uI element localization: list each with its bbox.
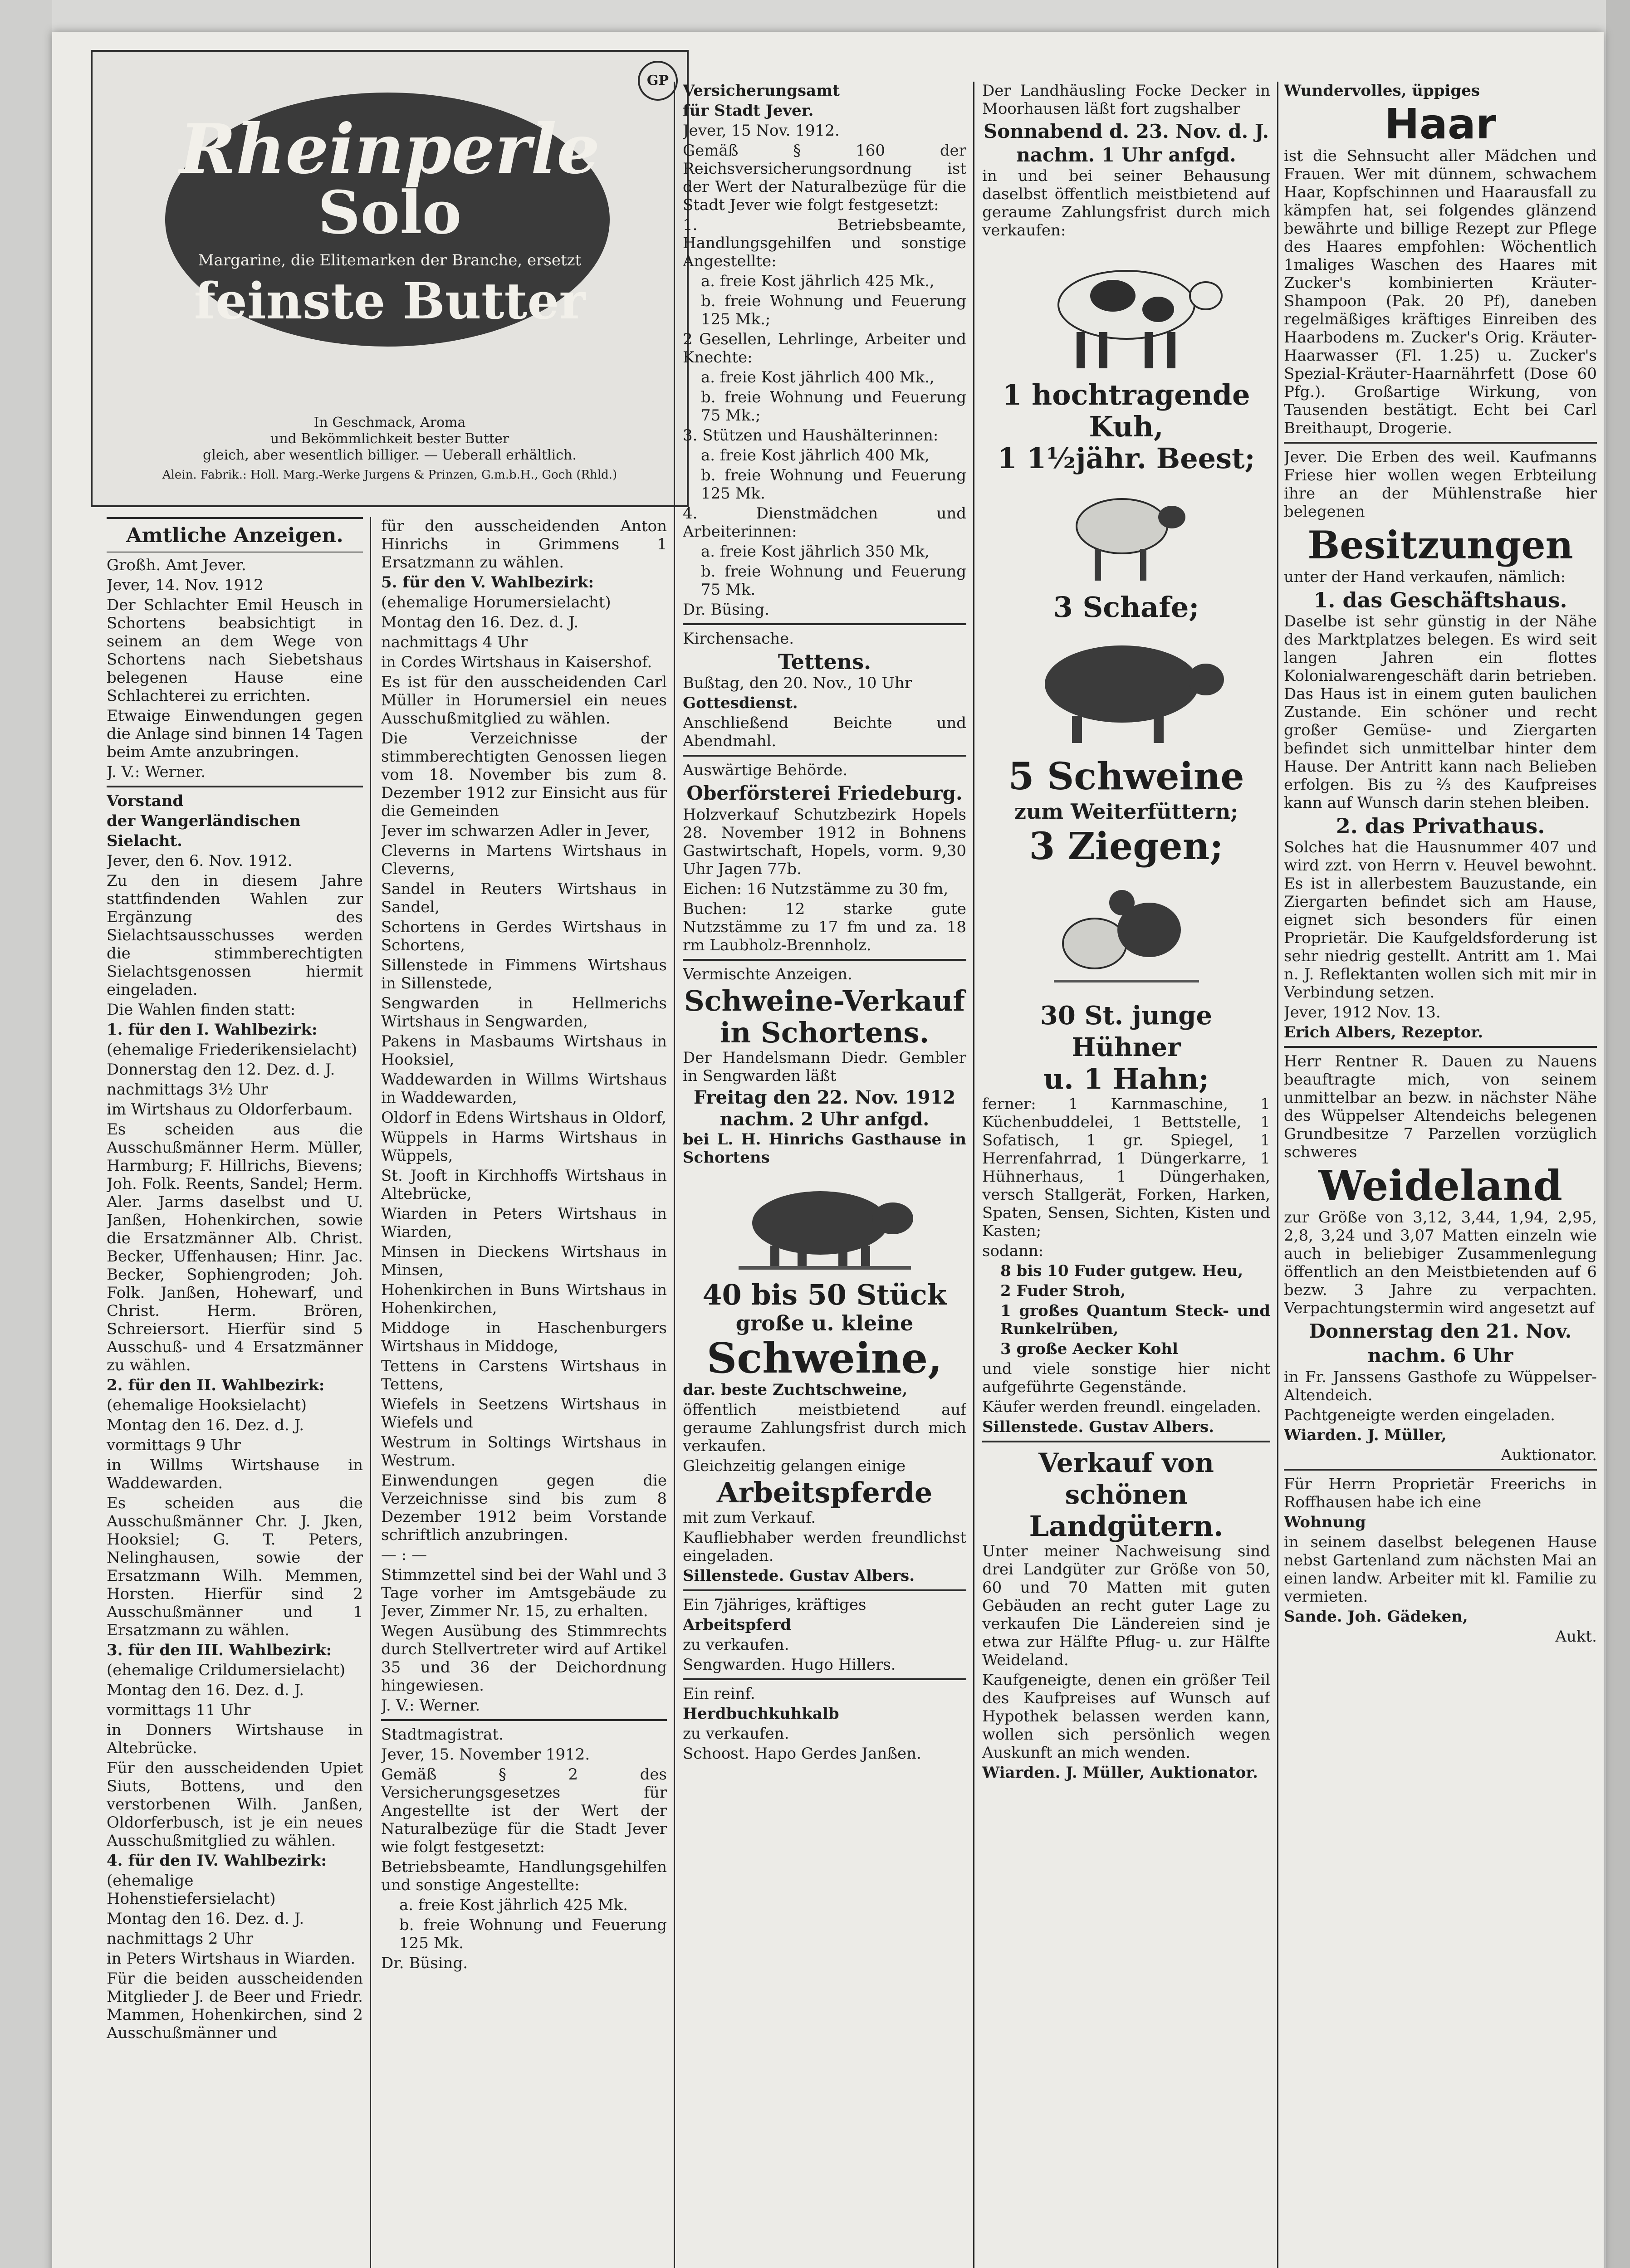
- arbeitspferd-ad-1: Ein 7jähriges, kräftiges: [683, 1596, 866, 1614]
- wirtshaus-list-item: Middoge in Haschenburgers Wirtshaus in Middoge,: [381, 1319, 667, 1355]
- column-5: [1284, 82, 1597, 2268]
- sielacht-head3: Sielacht.: [107, 832, 183, 850]
- arbeitspferde-title: Arbeitspferde: [716, 1476, 933, 1509]
- column-2: [381, 517, 667, 2268]
- verzeichnisse-text: Die Verzeichnisse der stimmberechtigten Genossen liegen vom 18. November bis zum 8. Dezember 1912 zur Einsicht aus für die Gemeinden: [381, 729, 667, 820]
- zuchtschweine: dar. beste Zuchtschweine,: [683, 1381, 908, 1399]
- stadtmagistrat-b: b. freie Wohnung und Feuerung 125 Mk.: [399, 1916, 667, 1952]
- rheinperle-line4: Alein. Fabrik.: Holl. Marg.-Werke Jurgens & Prinzen, G.m.b.H., Goch (Rhld.): [162, 468, 617, 482]
- schweine-verkauf-date: Freitag den 22. Nov. 1912: [693, 1087, 956, 1108]
- stimmzettel-text: Stimmzettel sind bei der Wahl und 3 Tage vorher im Amtsgebäude zu Jever, Zimmer Nr. 15, zu erhalten.: [381, 1566, 667, 1620]
- column-1: [107, 517, 363, 2268]
- sheep-illustration-icon: [1058, 481, 1194, 585]
- versicherungsamt-i4: 4. Dienstmädchen und Arbeiterinnen:: [683, 504, 966, 541]
- wahlbezirk-3-date: Montag den 16. Dez. d. J.: [107, 1681, 304, 1699]
- vermischte-anzeigen-head: Vermischte Anzeigen.: [683, 965, 852, 983]
- einwendungen-text: Einwendungen gegen die Verzeichnisse sind bis zum 8 Dezember 1912 beim Vorstande schriftlich anzubringen.: [381, 1471, 667, 1544]
- versicherungsamt-i3b: b. freie Wohnung und Feuerung 125 Mk.: [701, 466, 966, 503]
- versicherungsamt-i2b: b. freie Wohnung und Feuerung 75 Mk.;: [701, 388, 966, 425]
- wahlbezirk-5-sub: (ehemalige Horumersielacht): [381, 593, 611, 611]
- rheinperle-line3: gleich, aber wesentlich billiger. — Ueberall erhältlich.: [203, 447, 577, 463]
- column-rule: [674, 82, 675, 2268]
- rheinperle-seal: GP: [638, 61, 678, 101]
- wahlbezirk-2-date: Montag den 16. Dez. d. J.: [107, 1416, 304, 1434]
- wahlbezirk-5-head: 5. für den V. Wahlbezirk:: [381, 573, 594, 591]
- besitzungen-title: Besitzungen: [1307, 523, 1573, 567]
- wahlbezirk-2-sub: (ehemalige Hooksielacht): [107, 1396, 307, 1414]
- schweine-sizes: große u. kleine: [735, 1311, 914, 1335]
- versicherungsamt-i4b: b. freie Wohnung und Feuerung 75 Mk.: [701, 562, 966, 599]
- versicherungsamt-i1: 1. Betriebsbeamte, Handlungsgehilfen und sonstige Angestellte:: [683, 216, 966, 270]
- wirtshaus-list: [381, 822, 667, 1470]
- wohnung-text2: in seinem daselbst belegenen Hause nebst Gartenland zum nächsten Mai an einen landw. Arbeiter mit kl. Familie zu vermieten.: [1284, 1533, 1597, 1606]
- landgueter-title2: Landgütern.: [1029, 1510, 1224, 1543]
- newspaper-page: [52, 32, 1604, 2268]
- huehner-title: 30 St. junge Hühner: [1040, 1001, 1213, 1062]
- wahlbezirk-5-date: Montag den 16. Dez. d. J.: [381, 613, 579, 631]
- kuhkalb-ad-3: zu verkaufen.: [683, 1725, 789, 1743]
- pig-illustration-icon: [729, 1173, 920, 1273]
- auswaertige-behoerde-head: Auswärtige Behörde.: [683, 761, 848, 779]
- wirtshaus-list-item: Wüppels in Harms Wirtshaus in Wüppels,: [381, 1129, 667, 1165]
- wirtshaus-list-item: Sandel in Reuters Wirtshaus in Sandel,: [381, 880, 667, 916]
- ersatzmann-text: für den ausscheidenden Anton Hinrichs in Grimmens 1 Ersatzmann zu wählen.: [381, 517, 667, 572]
- pig-illustration-icon: [1027, 630, 1226, 748]
- kirchensache-text: Bußtag, den 20. Nov., 10 Uhr: [683, 674, 912, 692]
- weideland-place: in Fr. Janssens Gasthofe zu Wüppelser-Altendeich.: [1284, 1368, 1597, 1404]
- notice-amt-head: Großh. Amt Jever.: [107, 556, 246, 574]
- schweine-title: Schweine,: [706, 1334, 943, 1383]
- weideland-pacht: Pachtgeneigte werden eingeladen.: [1284, 1406, 1555, 1424]
- holzverkauf-text: Holzverkauf Schutzbezirk Hopels 28. November 1912 in Bohnens Gastwirtschaft, Hopels, vorm. 9,30 Uhr Jagen 77b.: [683, 806, 966, 878]
- rheinperle-brand: Rheinperle: [179, 109, 600, 189]
- kuhkalb-ad-2: Herdbuchkuhkalb: [683, 1705, 839, 1723]
- haar-ad-text: ist die Sehnsucht aller Mädchen und Frauen. Wer mit dünnem, schwachem Haar, Kopfschinnen und Haarausfall zu kämpfen hat, sei folgendes glänzend bewährte und billige Rezept zur Pflege des Haares empfohlen: Wöchentlich 1maliges Waschen des Haares mit Zucker's kombinierten Kräuter-Shampoon (Pak. 20 Pf), daneben regelmäßiges kräftiges Einreiben des Haarbodens m. Zucker's Orig. Kräuter-Haarwasser (Fl. 1.25) u. Zucker's Spezial-Kräuter-Haarnährfett (Dose 60 Pfg.). Großartige Wirkung, von Tausenden bestätigt. Echt bei Carl Breithaupt, Drogerie.: [1284, 147, 1597, 437]
- wahlbezirk-5-text: Es ist für den ausscheidenden Carl Müller in Horumersiel ein neues Ausschußmitglied zu wählen.: [381, 673, 667, 728]
- scan-left-margin: [0, 0, 52, 2268]
- privathaus-date: Jever, 1912 Nov. 13.: [1284, 1003, 1441, 1022]
- schweine-count: 40 bis 50 Stück: [702, 1278, 947, 1311]
- column-3: [683, 82, 966, 2268]
- stadtmagistrat-item: Betriebsbeamte, Handlungsgehilfen und sonstige Angestellte:: [381, 1858, 667, 1894]
- wahlbezirk-5-place: in Cordes Wirtshaus in Kaisershof.: [381, 653, 652, 671]
- notice-amt-text: Der Schlachter Emil Heusch in Schortens beabsichtigt in seinem an dem Wege von Schortens nach Siebetshaus belegenen Hause eine Schlachterei zu errichten.: [107, 596, 363, 705]
- landgueter-title1: Verkauf von schönen: [1038, 1447, 1214, 1510]
- weideland-text: Herr Rentner R. Dauen zu Nauens beauftragte mich, von seinem unmittelbar an bezw. in nächster Nähe des Wüppelser Altendeichs belegenen Grundbesitze 7 Parzellen vorzüglich schweres: [1284, 1052, 1597, 1161]
- mit-zum-verkauf: mit zum Verkauf.: [683, 1509, 816, 1527]
- jever-erben-text: Jever. Die Erben des weil. Kaufmanns Friese hier wollen wegen Erbteilung ihre an der Mühlenstraße hier belegenen: [1284, 448, 1597, 521]
- versicherungsamt-i1b: b. freie Wohnung und Feuerung 125 Mk.;: [701, 292, 966, 328]
- weideland-title: Weideland: [1318, 1161, 1562, 1210]
- ziegen-title: 3 Ziegen;: [1029, 825, 1224, 868]
- wahlbezirk-3-head: 3. für den III. Wahlbezirk:: [107, 1641, 332, 1659]
- sielacht-date: Jever, den 6. Nov. 1912.: [107, 852, 293, 870]
- versicherungsamt-i2a: a. freie Kost jährlich 400 Mk.,: [701, 368, 935, 386]
- sielacht-head1: Vorstand: [107, 792, 184, 810]
- chickens-illustration-icon: [1045, 875, 1208, 993]
- wahlbezirk-1-time: nachmittags 3½ Uhr: [107, 1080, 269, 1099]
- stadtmagistrat-a: a. freie Kost jährlich 425 Mk.: [399, 1896, 628, 1914]
- kaufliebhaber: Kaufliebhaber werden freundlichst eingeladen.: [683, 1529, 966, 1565]
- kirchensache-text2: Anschließend Beichte und Abendmahl.: [683, 714, 966, 750]
- wohnung-sign2: Aukt.: [1555, 1628, 1597, 1646]
- arbeitspferd-ad-2: Arbeitspferd: [683, 1616, 792, 1634]
- privathaus-text: Solches hat die Hausnummer 407 und wird zzt. von Herrn v. Heuvel bewohnt. Es ist in allerbestem Bauzustande, ein Ziergarten befindet sich am Hause, eignet sich besonders für einen Proprietär. Die Kaufgeldsforderung ist sehr niedrig gestellt. Antritt am 1. Mai n. J. Reflektanten wollen sich mit mir in Verbindung setzen.: [1284, 838, 1597, 1002]
- wahlbezirk-1-sub: (ehemalige Friederikensielacht): [107, 1041, 357, 1059]
- notice-amt-text2: Etwaige Einwendungen gegen die Anlage sind binnen 14 Tagen beim Amte anzubringen.: [107, 707, 363, 761]
- wahlbezirk-3-time: vormittags 11 Uhr: [107, 1701, 251, 1719]
- wahlbezirk-4-place: in Peters Wirtshaus in Wiarden.: [107, 1950, 356, 1968]
- wohnung-sign: Sande. Joh. Gädeken,: [1284, 1608, 1468, 1626]
- versicherungsamt-date: Jever, 15 Nov. 1912.: [683, 122, 840, 140]
- privathaus-title: 2. das Privathaus.: [1336, 814, 1545, 838]
- wirtshaus-list-item: Wiarden in Peters Wirtshaus in Wiarden,: [381, 1205, 667, 1241]
- column-rule: [973, 82, 974, 2268]
- stroh-item: 2 Fuder Stroh,: [1000, 1282, 1126, 1300]
- wirtshaus-list-item: Westrum in Soltings Wirtshaus in Westrum.: [381, 1433, 667, 1470]
- column-rule: [1277, 82, 1278, 2268]
- gleichzeitig: Gleichzeitig gelangen einige: [683, 1457, 906, 1475]
- eichen-text: Eichen: 16 Nutzstämme zu 30 fm,: [683, 880, 949, 898]
- column-4: [982, 82, 1270, 2268]
- wirtshaus-list-item: Cleverns in Martens Wirtshaus in Cleverns,: [381, 842, 667, 878]
- amtliche-anzeigen-title: Amtliche Anzeigen.: [126, 524, 343, 547]
- rheinperle-solo: Solo: [318, 178, 462, 247]
- haar-title: Haar: [1384, 100, 1497, 148]
- wirtshaus-list-item: Sillenstede in Fimmens Wirtshaus in Sillenstede,: [381, 956, 667, 992]
- notice-amt-sign: J. V.: Werner.: [107, 763, 206, 781]
- arbeitspferd-ad-3: zu verkaufen.: [683, 1636, 789, 1654]
- versicherungsamt-head2: für Stadt Jever.: [683, 102, 814, 120]
- beest-title: 1 1½jähr. Beest;: [997, 442, 1255, 475]
- column-rule: [370, 517, 371, 2268]
- kuhkalb-ad-1: Ein reinf.: [683, 1685, 755, 1703]
- weideland-time: nachm. 6 Uhr: [1367, 1344, 1513, 1367]
- versicherungsamt-i3: 3. Stützen und Haushälterinnen:: [683, 426, 939, 445]
- separator: — : —: [381, 1546, 427, 1564]
- weiterfuettern: zum Weiterfüttern;: [1014, 799, 1238, 824]
- sodann: sodann:: [982, 1242, 1044, 1260]
- wohnung-title: Wohnung: [1284, 1513, 1366, 1531]
- wirtshaus-list-item: Minsen in Dieckens Wirtshaus in Minsen,: [381, 1243, 667, 1279]
- wirtshaus-list-item: Waddewarden in Willms Wirtshaus in Waddewarden,: [381, 1070, 667, 1107]
- versicherungsamt-i3a: a. freie Kost jährlich 400 Mk,: [701, 446, 930, 464]
- sielacht-head2: der Wangerländischen: [107, 812, 301, 830]
- schweine-5-title: 5 Schweine: [1008, 755, 1244, 798]
- rueben-item: 1 großes Quantum Steck- und Runkelrüben,: [1000, 1302, 1270, 1338]
- rheinperle-line2: und Bekömmlichkeit bester Butter: [270, 431, 509, 447]
- schweine-verkauf-text2: öffentlich meistbietend auf geraume Zahlungsfrist durch mich verkaufen.: [683, 1401, 966, 1455]
- wohnung-text: Für Herrn Proprietär Freerichs in Roffhausen habe ich eine: [1284, 1475, 1597, 1511]
- wahlbezirk-2-time: vormittags 9 Uhr: [107, 1436, 241, 1454]
- auktion-kaeufer: Käufer werden freundl. eingeladen.: [982, 1398, 1261, 1416]
- kuh-title: 1 hochtragende Kuh,: [1002, 378, 1250, 443]
- wahlbezirk-3-sub: (ehemalige Crildumersielacht): [107, 1661, 346, 1679]
- schafe-title: 3 Schafe;: [1053, 591, 1199, 624]
- stadtmagistrat-head: Stadtmagistrat.: [381, 1725, 504, 1744]
- auktion-date: Sonnabend d. 23. Nov. d. J.: [983, 120, 1269, 142]
- versicherungsamt-head1: Versicherungsamt: [683, 82, 840, 100]
- unter-der-hand: unter der Hand verkaufen, nämlich:: [1284, 568, 1566, 586]
- auktion-text: in und bei seiner Behausung daselbst öffentlich meistbietend auf geraume Zahlungsfrist durch mich verkaufen:: [982, 167, 1270, 240]
- wahlbezirk-1-head: 1. für den I. Wahlbezirk:: [107, 1021, 318, 1039]
- wirtshaus-list-item: Pakens in Masbaums Wirtshaus in Hooksiel,: [381, 1032, 667, 1069]
- ferner-text: ferner: 1 Karnmaschine, 1 Küchenbuddelei, 1 Bettstelle, 1 Sofatisch, 1 gr. Spiegel, 1 Herrenfahrrad, 1 Düngerkarre, 1 Hühnerhaus, 1 Düngerhaken, versch Stallgerät, Forken, Harken, Spaten, Sensen, Sichten, Kisten und Kasten;: [982, 1095, 1270, 1240]
- arbeitspferd-ad-4: Sengwarden. Hugo Hillers.: [683, 1656, 896, 1674]
- rheinperle-tagline: Margarine, die Elitemarken der Branche, ersetzt: [198, 251, 582, 269]
- wahlbezirk-5-time: nachmittags 4 Uhr: [381, 633, 528, 651]
- wahlbezirk-4-sub: (ehemalige Hohenstiefersielacht): [107, 1872, 276, 1908]
- wahlbezirk-4-date: Montag den 16. Dez. d. J.: [107, 1910, 304, 1928]
- schweine-verkauf-sign: Sillenstede. Gustav Albers.: [683, 1567, 915, 1585]
- wahlbezirk-3-text: Für den ausscheidenden Upiet Siuts, Bottens, und den verstorbenen Wilh. Janßen, Oldorferbusch, ist je ein neues Ausschußmitglied zu wählen.: [107, 1759, 363, 1850]
- wahlbezirk-4-text: Für die beiden ausscheidenden Mitglieder J. de Beer und Friedr. Mammen, Hohenkirchen, sind 2 Ausschußmänner und: [107, 1970, 363, 2042]
- cow-illustration-icon: [1027, 246, 1226, 373]
- versicherungsamt-sign: Dr. Büsing.: [683, 601, 770, 619]
- kuhkalb-ad-4: Schoost. Hapo Gerdes Janßen.: [683, 1745, 921, 1763]
- kohl-item: 3 große Aecker Kohl: [1000, 1340, 1178, 1358]
- wirtshaus-list-item: Jever im schwarzen Adler in Jever,: [381, 822, 651, 840]
- hahn-title: u. 1 Hahn;: [1043, 1062, 1209, 1095]
- versicherungsamt-i2: 2 Gesellen, Lehrlinge, Arbeiter und Knechte:: [683, 330, 966, 367]
- wirtshaus-list-item: Schortens in Gerdes Wirtshaus in Schortens,: [381, 918, 667, 954]
- oberfoersterei-title: Oberförsterei Friedeburg.: [686, 782, 963, 804]
- wirtshaus-list-item: Sengwarden in Hellmerichs Wirtshaus in Sengwarden,: [381, 994, 667, 1031]
- schortens-title: in Schortens.: [720, 1016, 930, 1049]
- gottesdienst: Gottesdienst.: [683, 694, 798, 712]
- auktion-intro: Der Landhäusling Focke Decker in Moorhausen läßt fort zugshalber: [982, 82, 1270, 118]
- auktion-time: nachm. 1 Uhr anfgd.: [1016, 144, 1236, 166]
- wirtshaus-list-item: Wiefels in Seetzens Wirtshaus in Wiefels und: [381, 1395, 667, 1432]
- wirtshaus-list-item: St. Jooft in Kirchhoffs Wirtshaus in Altebrücke,: [381, 1167, 667, 1203]
- geschaeftshaus-title: 1. das Geschäftshaus.: [1313, 588, 1567, 612]
- wahlbezirk-1-text: Es scheiden aus die Ausschußmänner Herm. Müller, Harmburg; F. Hillrichs, Bievens; Joh. Folk. Reents, Sandel; Herm. Aler. Jarms daselbst und U. Janßen, Hohenkirchen, sowie die Ersatzmänner Alb. Christ. Becker, Uffenhausen; Hinr. Jac. Becker, Sophiengroden; Joh. Folk. Janßen, Hohewarf, und Christ. Herm. Brören, Schreiersort. Hierfür sind 5 Ausschuß- und 4 Ersatzmänner zu wählen.: [107, 1120, 363, 1374]
- weideland-date: Donnerstag den 21. Nov.: [1309, 1320, 1572, 1342]
- wahlbezirk-3-place: in Donners Wirtshause in Altebrücke.: [107, 1721, 363, 1757]
- kirchensache-head: Kirchensache.: [683, 630, 794, 648]
- stadtmagistrat-date: Jever, 15. November 1912.: [381, 1745, 590, 1764]
- scan-right-edge: [1606, 0, 1630, 2268]
- rheinperle-ad: [91, 50, 689, 507]
- landgueter-sign: Wiarden. J. Müller, Auktionator.: [982, 1764, 1258, 1782]
- wirtshaus-list-item: Oldorf in Edens Wirtshaus in Oldorf,: [381, 1109, 666, 1127]
- auktion-rest: und viele sonstige hier nicht aufgeführte Gegenstände.: [982, 1360, 1270, 1396]
- rheinperle-headline: feinste Butter: [194, 272, 586, 330]
- stimmrecht-text: Wegen Ausübung des Stimmrechts durch Stellvertreter wird auf Artikel 35 und 36 der Deichordnung hingewiesen.: [381, 1622, 667, 1695]
- auktion-sign: Sillenstede. Gustav Albers.: [982, 1418, 1214, 1436]
- haar-ad-head: Wundervolles, üppiges: [1284, 82, 1480, 100]
- geschaeftshaus-text: Daselbe ist sehr günstig in der Nähe des Marktplatzes belegen. Es wird seit langen Jahren ein flottes Kolonialwarengeschäft darin betrieben. Das Haus ist in einem guten baulichen Zustande. Ein schöner und recht großer Gemüse- und Ziergarten befindet sich unmittelbar hinter dem Hause. Der Antritt kann nach Belieben erfolgen. Bis zu ⅔ des Kaufpreises kann auf Wunsch darin stehen bleiben.: [1284, 612, 1597, 812]
- heu-item: 8 bis 10 Fuder gutgew. Heu,: [1000, 1262, 1243, 1280]
- weideland-text2: zur Größe von 3,12, 3,44, 1,94, 2,95, 2,8, 3,24 und 3,07 Matten einzeln wie auch in beliebiger Zusammenlegung öffentlich an den Meistbietenden auf 6 bezw. 3 Jahre zu verpachten. Verpachtungstermin wird angesetzt auf: [1284, 1208, 1597, 1317]
- sielacht-text2: Die Wahlen finden statt:: [107, 1001, 296, 1019]
- wirtshaus-list-item: Tettens in Carstens Wirtshaus in Tettens,: [381, 1357, 667, 1393]
- tettens-title: Tettens.: [778, 650, 871, 674]
- wirtshaus-list-item: Hohenkirchen in Buns Wirtshaus in Hohenkirchen,: [381, 1281, 667, 1317]
- schweine-verkauf-place: bei L. H. Hinrichs Gasthause in Schortens: [683, 1130, 966, 1167]
- wahlbezirk-4-head: 4. für den IV. Wahlbezirk:: [107, 1852, 327, 1870]
- werner-sign: J. V.: Werner.: [381, 1696, 480, 1715]
- schweine-verkauf-text: Der Handelsmann Diedr. Gembler in Sengwarden läßt: [683, 1049, 966, 1085]
- wahlbezirk-2-place: in Willms Wirtshause in Waddewarden.: [107, 1456, 363, 1492]
- privathaus-sign: Erich Albers, Rezeptor.: [1284, 1023, 1483, 1041]
- landgueter-text: Unter meiner Nachweisung sind drei Landgüter zur Größe von 50, 60 und 70 Matten mit guten Gebäuden an recht guter Lage zu verkaufen Die Ländereien sind je etwa zur Hälfte Pflug- u. zur Hälfte Weideland.: [982, 1542, 1270, 1669]
- weideland-sign: Wiarden. J. Müller,: [1284, 1426, 1447, 1444]
- weideland-sign2: Auktionator.: [1501, 1446, 1597, 1464]
- wahlbezirk-1-date: Donnerstag den 12. Dez. d. J.: [107, 1061, 335, 1079]
- schweine-verkauf-time: nachm. 2 Uhr anfgd.: [720, 1109, 930, 1130]
- stadtmagistrat-sign: Dr. Büsing.: [381, 1954, 468, 1972]
- wahlbezirk-2-head: 2. für den II. Wahlbezirk:: [107, 1376, 325, 1394]
- versicherungsamt-i4a: a. freie Kost jährlich 350 Mk,: [701, 543, 930, 561]
- wahlbezirk-2-text: Es scheiden aus die Ausschußmänner Chr. J. Jken, Hooksiel; G. T. Peters, Nelinghausen, sowie der Ersatzmann Wilh. Memmen, Horsten. Hierfür sind 2 Ausschußmänner und 1 Ersatzmann zu wählen.: [107, 1494, 363, 1639]
- wahlbezirk-4-time: nachmittags 2 Uhr: [107, 1930, 254, 1948]
- wahlbezirk-1-place: im Wirtshaus zu Oldorferbaum.: [107, 1100, 353, 1119]
- rheinperle-line1: In Geschmack, Aroma: [313, 415, 466, 430]
- notice-amt-date: Jever, 14. Nov. 1912: [107, 576, 264, 594]
- stadtmagistrat-text: Gemäß § 2 des Versicherungsgesetzes für Angestellte ist der Wert der Naturalbezüge für die Stadt Jever wie folgt festgesetzt:: [381, 1765, 667, 1856]
- sielacht-text: Zu den in diesem Jahre stattfindenden Wahlen zur Ergänzung des Sielachtsausschusses werden die stimmberechtigten Sielachtsgenossen hiermit eingeladen.: [107, 872, 363, 999]
- versicherungsamt-i1a: a. freie Kost jährlich 425 Mk.,: [701, 272, 935, 290]
- landgueter-text2: Kaufgeneigte, denen ein größer Teil des Kaufpreises auf Wunsch auf Hypothek belassen werden kann, wollen sich persönlich wegen Auskunft an mich wenden.: [982, 1671, 1270, 1762]
- schweine-verkauf-title: Schweine-Verkauf: [684, 984, 965, 1017]
- versicherungsamt-intro: Gemäß § 160 der Reichsversicherungsordnung ist der Wert der Naturalbezüge für die Stadt Jever wie folgt festgesetzt:: [683, 142, 966, 214]
- buchen-text: Buchen: 12 starke gute Nutzstämme zu 17 fm und za. 18 rm Laubholz-Brennholz.: [683, 900, 966, 954]
